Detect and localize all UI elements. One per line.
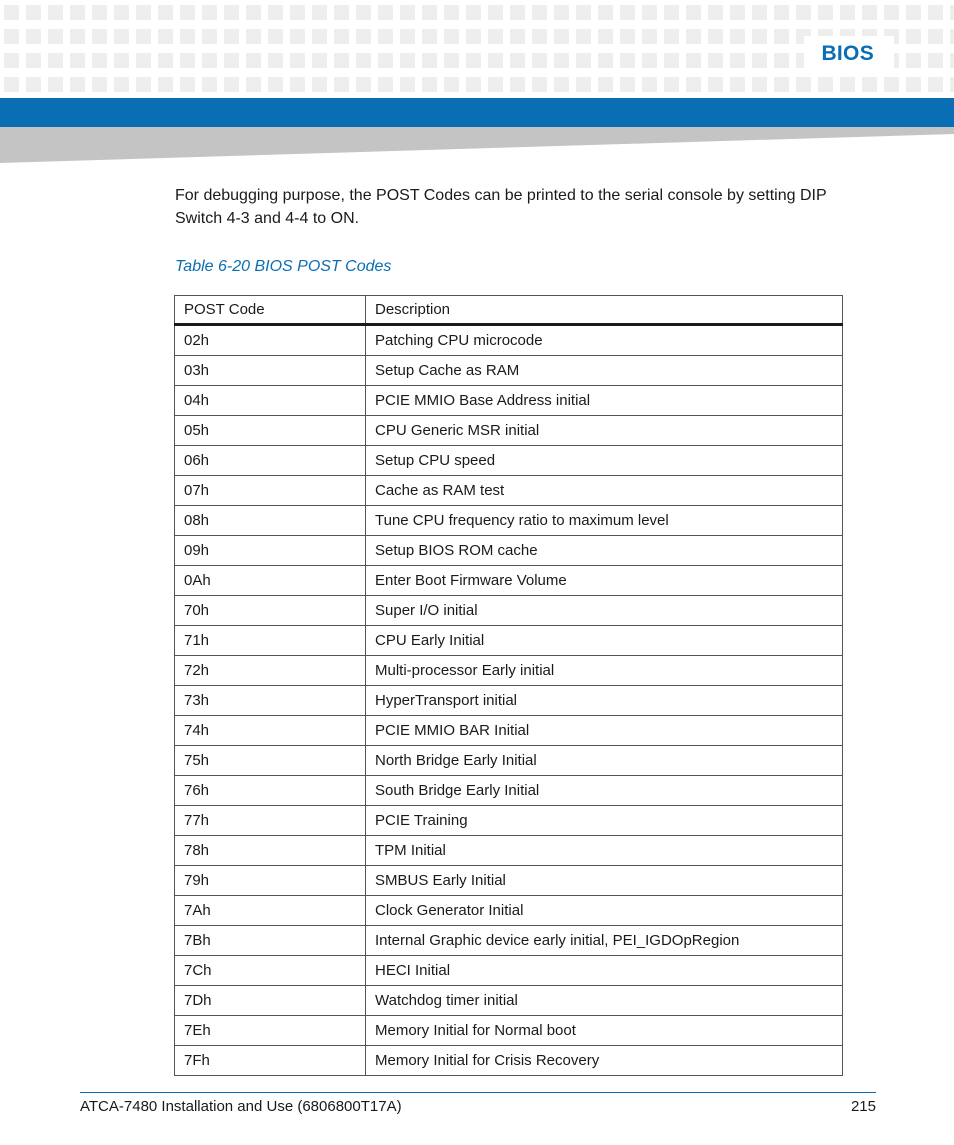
description-cell: PCIE MMIO Base Address initial xyxy=(366,386,843,416)
description-cell: Setup BIOS ROM cache xyxy=(366,536,843,566)
post-code-cell: 7Fh xyxy=(175,1046,366,1076)
description-cell: PCIE MMIO BAR Initial xyxy=(366,716,843,746)
post-code-cell: 07h xyxy=(175,476,366,506)
description-cell: HyperTransport initial xyxy=(366,686,843,716)
table-row xyxy=(175,476,843,506)
post-code-cell: 75h xyxy=(175,746,366,776)
table-row xyxy=(175,506,843,536)
description-cell: Super I/O initial xyxy=(366,596,843,626)
description-cell: Multi-processor Early initial xyxy=(366,656,843,686)
description-cell: Tune CPU frequency ratio to maximum level xyxy=(366,506,843,536)
column-header-post-code: POST Code xyxy=(175,296,366,325)
post-code-cell: 72h xyxy=(175,656,366,686)
description-cell: Setup CPU speed xyxy=(366,446,843,476)
table-row xyxy=(175,746,843,776)
table-row xyxy=(175,626,843,656)
table-row xyxy=(175,866,843,896)
description-cell: CPU Generic MSR initial xyxy=(366,416,843,446)
post-code-cell: 7Dh xyxy=(175,986,366,1016)
post-code-cell: 03h xyxy=(175,356,366,386)
table-row xyxy=(175,356,843,386)
description-cell: Memory Initial for Crisis Recovery xyxy=(366,1046,843,1076)
table-row xyxy=(175,956,843,986)
table-row xyxy=(175,716,843,746)
description-cell: Enter Boot Firmware Volume xyxy=(366,566,843,596)
description-cell: SMBUS Early Initial xyxy=(366,866,843,896)
table-row xyxy=(175,1016,843,1046)
table-row xyxy=(175,566,843,596)
post-code-cell: 7Ah xyxy=(175,896,366,926)
header-blue-bar xyxy=(0,98,954,127)
description-cell: PCIE Training xyxy=(366,806,843,836)
description-cell: Patching CPU microcode xyxy=(366,325,843,356)
table-header-row xyxy=(175,296,843,325)
column-header-description: Description xyxy=(366,296,843,325)
table-row xyxy=(175,386,843,416)
table-row xyxy=(175,596,843,626)
post-code-cell: 70h xyxy=(175,596,366,626)
description-cell: HECI Initial xyxy=(366,956,843,986)
post-code-cell: 05h xyxy=(175,416,366,446)
footer-doc-title: ATCA-7480 Installation and Use (6806800T17A) xyxy=(80,1098,402,1115)
header-gray-swoosh xyxy=(0,127,954,163)
table-caption: Table 6-20 BIOS POST Codes xyxy=(175,258,392,275)
table-row xyxy=(175,986,843,1016)
post-code-cell: 7Ch xyxy=(175,956,366,986)
description-cell: CPU Early Initial xyxy=(366,626,843,656)
description-cell: Internal Graphic device early initial, PEI_IGDOpRegion xyxy=(366,926,843,956)
table-row xyxy=(175,776,843,806)
description-cell: North Bridge Early Initial xyxy=(366,746,843,776)
table-row xyxy=(175,686,843,716)
footer-rule xyxy=(80,1092,876,1093)
post-code-cell: 74h xyxy=(175,716,366,746)
post-code-cell: 71h xyxy=(175,626,366,656)
table-row xyxy=(175,325,843,356)
post-code-cell: 7Bh xyxy=(175,926,366,956)
table-row xyxy=(175,836,843,866)
post-code-cell: 0Ah xyxy=(175,566,366,596)
description-cell: Watchdog timer initial xyxy=(366,986,843,1016)
post-code-cell: 04h xyxy=(175,386,366,416)
description-cell: South Bridge Early Initial xyxy=(366,776,843,806)
post-code-cell: 08h xyxy=(175,506,366,536)
table-row xyxy=(175,446,843,476)
chapter-title: BIOS xyxy=(821,42,874,65)
post-code-cell: 78h xyxy=(175,836,366,866)
post-code-cell: 79h xyxy=(175,866,366,896)
table-row xyxy=(175,1046,843,1076)
table-row xyxy=(175,926,843,956)
description-cell: Clock Generator Initial xyxy=(366,896,843,926)
table-row xyxy=(175,536,843,566)
table-row xyxy=(175,806,843,836)
table-row xyxy=(175,656,843,686)
post-codes-table xyxy=(174,295,843,1076)
description-cell: TPM Initial xyxy=(366,836,843,866)
post-code-cell: 09h xyxy=(175,536,366,566)
description-cell: Memory Initial for Normal boot xyxy=(366,1016,843,1046)
table-row xyxy=(175,416,843,446)
post-code-cell: 06h xyxy=(175,446,366,476)
description-cell: Cache as RAM test xyxy=(366,476,843,506)
post-code-cell: 73h xyxy=(175,686,366,716)
intro-paragraph: For debugging purpose, the POST Codes can be printed to the serial console by setting DIP Switch 4-3 and 4-4 to ON. xyxy=(175,187,827,227)
post-code-cell: 02h xyxy=(175,325,366,356)
post-code-cell: 76h xyxy=(175,776,366,806)
post-code-cell: 77h xyxy=(175,806,366,836)
post-code-cell: 7Eh xyxy=(175,1016,366,1046)
table-row xyxy=(175,896,843,926)
table-body xyxy=(175,325,843,1076)
description-cell: Setup Cache as RAM xyxy=(366,356,843,386)
page-number: 215 xyxy=(850,1098,876,1115)
